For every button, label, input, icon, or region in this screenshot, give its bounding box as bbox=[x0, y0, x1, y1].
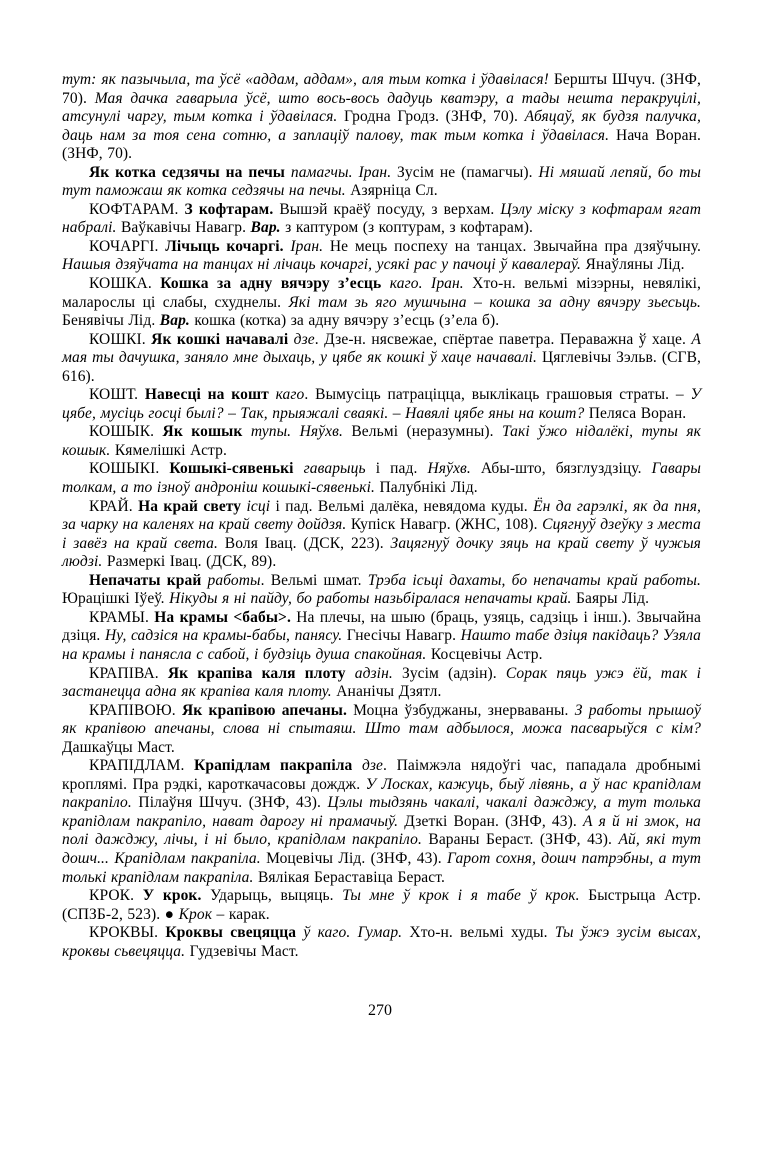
text-run: З кофтарам. bbox=[184, 200, 280, 218]
text-run: гаварыць bbox=[303, 460, 376, 478]
text-run: Вельмі (неразумны). bbox=[351, 423, 503, 441]
text-run: Кошка за адну вячэру з’есць bbox=[160, 275, 390, 293]
text-run: Няўхв. bbox=[427, 460, 481, 478]
text-run: Моцевічы Лід. (ЗНФ, 43). bbox=[266, 849, 448, 867]
text-run: Іран. bbox=[290, 237, 330, 255]
text-run: Азярніца Сл. bbox=[350, 182, 438, 200]
text-run: КОШЫК. bbox=[89, 423, 163, 441]
text-run: Кроквы свецяцца bbox=[165, 924, 304, 942]
text-run: Нашыя дзяўчата на танцах ні лічаць кочаргі, усякі рас у пачоці ў кавалераў. bbox=[62, 256, 586, 274]
text-run: тут: як пазычыла, та ўсё «аддам, аддам», аля тым котка і ўдавілася! bbox=[62, 71, 554, 88]
text-run: . Вельмі шмат. bbox=[260, 571, 368, 589]
text-run: Косцевічы Астр. bbox=[430, 645, 543, 663]
text-run: Крапідлам пакрапіла bbox=[194, 757, 362, 775]
text-run: Моцна ўзбуджаны, знерваваны. bbox=[353, 701, 575, 719]
text-run: Ананічы Дзятл. bbox=[336, 683, 442, 701]
text-run: На крамы <бабы>. bbox=[154, 608, 297, 626]
dictionary-paragraph bbox=[62, 460, 701, 497]
text-run: . Вымусіць патраціцца, выклікаць грашовыя страты. bbox=[304, 386, 676, 404]
text-run: Нікуды я ні пайду, бо работы назьбіралася непачаты край. bbox=[169, 590, 577, 608]
text-run: Як кошкі начавалі bbox=[151, 330, 294, 348]
text-run: Дашкаўцы Маст. bbox=[62, 738, 175, 756]
text-run: Абы-што, бязглуздзіцу. bbox=[480, 460, 652, 478]
text-run: Бенявічы Лід. bbox=[62, 312, 160, 330]
text-run: КОШТ. bbox=[89, 386, 145, 404]
text-run: Мая дачка гаварыла ўсё, што вось-вось дадуць кватэру, а тады нешта перакруцілі, атсунулі чаргу, тым котка і ўдавілася. bbox=[62, 89, 701, 126]
text-run: А я й ні змок, на полі дажджу, лічы, і ні было, крапідлам пакрапіло. bbox=[62, 812, 701, 849]
dictionary-paragraph bbox=[62, 331, 701, 387]
text-run: Ну, садзіся на крамы-бабы, панясу. bbox=[104, 627, 347, 645]
text-run: КРАПІВА. bbox=[89, 664, 168, 682]
text-run: Пілаўня Шчуч. (ЗНФ, 43). bbox=[138, 794, 328, 812]
text-run: А мая ты дачушка, заняло мне дыхаць, у цябе як кошкі ў хаце начавалі. bbox=[62, 330, 701, 367]
text-run: Крок bbox=[178, 905, 217, 923]
text-run: Размеркі Івац. (ДСК, 89). bbox=[106, 553, 277, 571]
text-run: Вышэй краёў посуду, з верхам. bbox=[279, 200, 501, 218]
text-run: КОФТАРАМ. bbox=[89, 200, 185, 218]
text-run: Зусім (адзін). bbox=[401, 664, 506, 682]
text-run: Цяглевічы Зэльв. (СГВ, 616). bbox=[62, 349, 701, 385]
text-run: Быстрыца Астр. (СПЗБ-2, 523). ● bbox=[62, 887, 701, 923]
text-run: Ён да гарэлкі, як да пня, за чарку на каленях на край свету дойдзя. bbox=[62, 497, 702, 534]
text-run: Вараны Бераст. (ЗНФ, 43). bbox=[428, 831, 619, 849]
text-run: На край свету bbox=[138, 497, 247, 515]
dictionary-paragraph bbox=[62, 702, 701, 758]
text-run: Лічыць кочаргі. bbox=[165, 237, 291, 255]
text-run: Янаўляны Лід. bbox=[585, 256, 685, 274]
text-run: КРОК. bbox=[89, 887, 143, 905]
text-run: Ні мяшай лепяй, бо ты тут паможаш як котка седзячы на печы. bbox=[62, 163, 701, 200]
dictionary-paragraph bbox=[62, 386, 701, 423]
text-run: дзе bbox=[293, 330, 315, 348]
text-run: Непачаты край bbox=[89, 571, 208, 589]
text-run: Гавары толкам, а то ізноў андроніш кошыкі-сявенькі. bbox=[62, 460, 701, 497]
dictionary-paragraph bbox=[62, 665, 701, 702]
text-run: Хто-н. вельмі мізэрны, невялікі, маларослы ці слабы, схуднелы. bbox=[62, 275, 701, 311]
text-run: тупы. Няўхв. bbox=[250, 423, 352, 441]
text-run: Гарот сохня, дошч патрэбны, а тут толькі крапідлам пакрапіла. bbox=[62, 849, 701, 886]
dictionary-paragraph bbox=[62, 498, 701, 572]
text-run: КРАПІДЛАМ. bbox=[89, 757, 195, 775]
text-run: Пеляса Воран. bbox=[588, 404, 687, 422]
text-run: Гродна Гродз. (ЗНФ, 70). bbox=[344, 108, 525, 126]
text-run: КРОКВЫ. bbox=[89, 924, 166, 942]
text-run: Кямелішкі Астр. bbox=[114, 441, 227, 459]
text-run: Дзеткі Воран. (ЗНФ, 43). bbox=[404, 812, 583, 830]
text-run: Ты мне ў крок і я табе ў крок. bbox=[342, 887, 589, 905]
text-run: каго bbox=[275, 386, 305, 404]
text-run: Ай, які тут дошч... Крапідлам пакрапіла. bbox=[62, 831, 701, 867]
text-run: дзе bbox=[361, 757, 384, 775]
text-run: Вар. bbox=[250, 219, 286, 237]
text-run: Гнесічы Навагр. bbox=[346, 627, 461, 645]
text-run: і пад. bbox=[375, 460, 428, 478]
text-run: Такі ўжо нідалёкі, тупы як кошык. bbox=[62, 423, 701, 459]
text-run: Нашто табе дзіця пакідаць? Узяла на крамы і панясла с сабой, і будзіць душа спакойная. bbox=[62, 627, 701, 663]
text-run: Ты ўжэ зусім высах, кроквы сьвецяцца. bbox=[62, 924, 702, 960]
text-run: Як кошык bbox=[162, 423, 251, 441]
text-run: Сцягнуў дзеўку з места і завёз на край света. bbox=[62, 516, 701, 552]
text-run: ісці bbox=[246, 497, 276, 515]
text-run: КРАЙ. bbox=[89, 497, 139, 515]
text-run: кошка (котка) за адну вячэру з’есць (з’ела б). bbox=[194, 312, 500, 330]
dictionary-paragraph bbox=[62, 572, 701, 609]
text-run: Баяры Лід. bbox=[576, 590, 650, 608]
text-run: Не мець поспеху на танцах. Звычайна пра дзяўчыну. bbox=[329, 237, 701, 255]
text-run: Вар. bbox=[159, 312, 195, 330]
dictionary-paragraph bbox=[62, 423, 701, 460]
text-run: Зусім не (памагчы). bbox=[397, 163, 539, 181]
text-run: Юрацішкі Іўеў. bbox=[62, 590, 170, 608]
text-run: Палубнікі Лід. bbox=[379, 479, 478, 497]
text-run: КРАМЫ. bbox=[89, 608, 155, 626]
text-run: Які там зь яго мушчына – кошка за адну вячэру зьесьць. bbox=[288, 293, 701, 311]
dictionary-paragraph bbox=[62, 238, 701, 275]
dictionary-paragraph bbox=[62, 275, 701, 331]
text-run: Вялікая Бераставіца Бераст. bbox=[257, 868, 445, 886]
dictionary-paragraph bbox=[62, 71, 701, 164]
dictionary-paragraph bbox=[62, 609, 701, 665]
text-run: Як крапівою апечаны. bbox=[182, 701, 354, 719]
text-run: На плечы, на шыю (браць, узяць, садзіць і інш.). Звычайна дзіця. bbox=[62, 608, 702, 645]
text-run: Як крапіва каля плоту bbox=[167, 664, 355, 682]
dictionary-paragraph bbox=[62, 757, 701, 887]
dictionary-paragraph bbox=[62, 924, 701, 961]
text-run: Хто-н. вельмі худы. bbox=[409, 924, 555, 942]
text-run: каго. Іран. bbox=[389, 275, 473, 293]
text-run: Навесці на кошт bbox=[144, 386, 276, 404]
text-run: Цэлу міску з кофтарам ягат набралі. bbox=[62, 200, 701, 237]
dictionary-paragraph bbox=[62, 201, 701, 238]
text-run: . Паімжэла нядоўгі час, пападала дробнымі кроплямі. Пра рэдкі, кароткачасовы дождж. bbox=[62, 757, 701, 793]
text-run: Воля Івац. (ДСК, 223). bbox=[224, 534, 391, 552]
text-run: КРАПІВОЮ. bbox=[89, 701, 182, 719]
text-run: Купіск Навагр. (ЖНС, 108). bbox=[350, 516, 543, 534]
text-run: . Дзе-н. нясвежае, спёртае паветра. Пераважна ў хаце. bbox=[314, 330, 692, 348]
entries-container bbox=[62, 71, 701, 961]
text-run: КОШЫКІ. bbox=[89, 460, 170, 478]
dictionary-paragraph bbox=[62, 887, 701, 924]
page-number: 270 bbox=[368, 1002, 392, 1019]
text-run: Сорак пяць ужэ ёй, так і застанецца адна як крапіва каля плоту. bbox=[62, 664, 701, 701]
text-run: КОЧАРГІ. bbox=[89, 237, 166, 255]
text-run: Як котка седзячы на печы bbox=[89, 163, 291, 181]
text-run: З работы прышоў як крапівою апечаны, слова ні спытаяш. Што там адбылося, можа пасварыўся с кім? bbox=[62, 701, 701, 738]
text-run: з каптуром (з коптурам, з кофтарам). bbox=[285, 219, 534, 237]
text-run: Ударыць, выцяць. bbox=[210, 887, 343, 905]
text-run: ў каго. Гумар. bbox=[303, 924, 410, 942]
text-run: КОШКІ. bbox=[89, 330, 152, 348]
text-run: і пад. Вельмі далёка, невядома куды. bbox=[275, 497, 534, 515]
text-run: Гудзевічы Маст. bbox=[189, 942, 299, 960]
text-run: Бершты Шчуч. (ЗНФ, 70). bbox=[62, 71, 702, 107]
text-run: Зацягнуў дочку зяць на край свету ў чужыя людзі. bbox=[62, 534, 701, 571]
text-run: Нача Воран. (ЗНФ, 70). bbox=[62, 126, 701, 163]
text-run: Кошыкі-сявенькі bbox=[169, 460, 304, 478]
text-run: У крок. bbox=[142, 887, 211, 905]
text-run: Ваўкавічы Навагр. bbox=[120, 219, 251, 237]
text-run: Трэба ісьці дахаты, бо непачаты край работы. bbox=[367, 571, 702, 589]
text-run: Абяцаў, як будзя палучка, даць нам за тоя сена сотню, а заплаціў палову, так тым котка і ўдавілася. bbox=[62, 108, 701, 144]
text-run: КОШКА. bbox=[89, 275, 161, 293]
text-run: – карак. bbox=[216, 905, 270, 923]
text-run: адзін. bbox=[354, 664, 402, 682]
text-run: У Лосках, кажуць, быў лівянь, а ў нас крапідлам пакрапіло. bbox=[62, 775, 701, 812]
text-run: памагчы. Іран. bbox=[290, 163, 398, 181]
text-run: – У цябе, мусіць госці былі? – Так, прыяжалі сваякі. – Навялі цябе яны на кошт? bbox=[62, 386, 701, 422]
text-run: Цэлы тыдзянь чакалі, чакалі дажджу, а тут толька крапідлам пакрапіло, нават дарогу ні прамачыў. bbox=[62, 794, 701, 830]
dictionary-paragraph bbox=[62, 164, 701, 201]
text-run: работы bbox=[207, 571, 261, 589]
